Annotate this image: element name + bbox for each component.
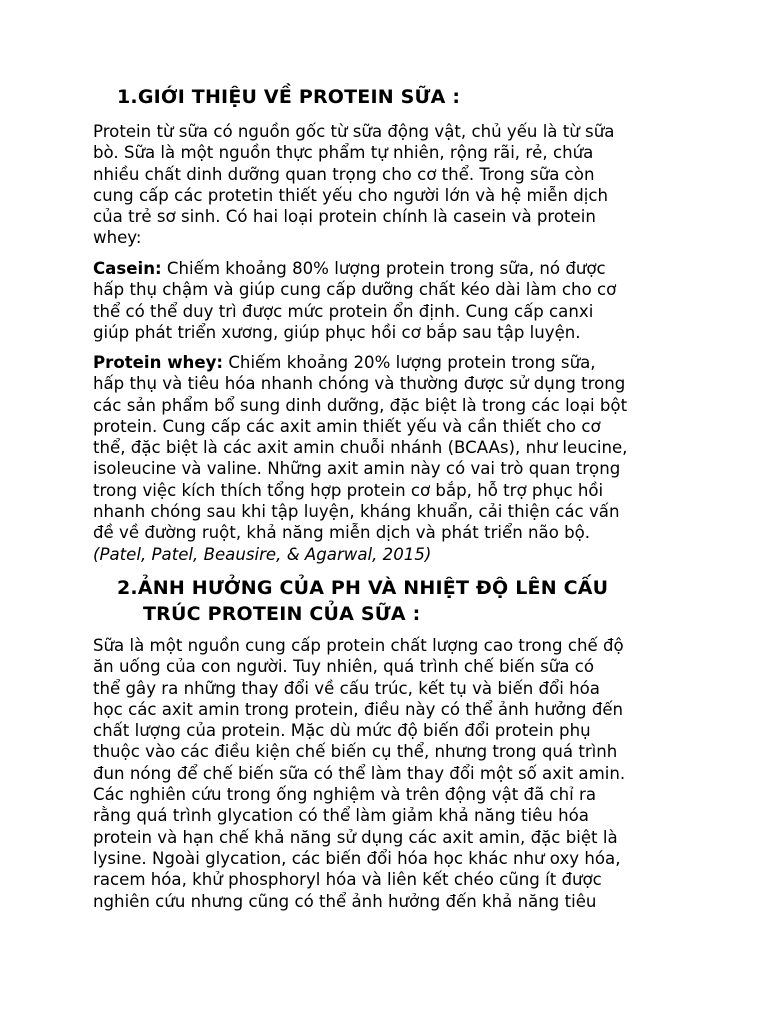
text-line: protein và hạn chế khả năng sử dụng các axit amin, đặc biệt là xyxy=(93,827,618,847)
citation: (Patel, Patel, Beausire, & Agarwal, 2015) xyxy=(93,544,432,564)
text-line: cung cấp các protetin thiết yếu cho người lớn và hệ miễn dịch xyxy=(93,185,609,205)
text-line: của trẻ sơ sinh. Có hai loại protein chính là casein và protein xyxy=(93,207,596,227)
text-line: Sữa là một nguồn cung cấp protein chất lượng cao trong chế độ xyxy=(93,636,624,655)
text-line: whey: xyxy=(93,228,142,248)
text-line: lysine. Ngoài glycation, các biến đổi hóa học khác như oxy hóa, xyxy=(93,848,621,868)
text-line: đề về đường ruột, khả năng miễn dịch và phát triển não bộ. xyxy=(93,523,591,543)
casein-first-line: Chiếm khoảng 80% lượng protein trong sữa, nó được xyxy=(161,259,606,278)
section-2-paragraph xyxy=(93,635,625,912)
text-line: rằng quá trình glycation có thể làm giảm khả năng tiêu hóa xyxy=(93,806,589,826)
text-line: thể, đặc biệt là các axit amin chuỗi nhánh (BCAAs), như leucine, xyxy=(93,438,628,458)
text-line xyxy=(93,258,616,279)
text-line xyxy=(93,352,627,373)
text-line: ăn uống của con người. Tuy nhiên, quá trình chế biến sữa có xyxy=(93,657,595,677)
whey-label: Protein whey: xyxy=(93,353,224,372)
intro-paragraph xyxy=(93,121,614,249)
text-line: Các nghiên cứu trong ống nghiệm và trên động vật đã chỉ ra xyxy=(93,785,597,805)
text-line: racem hóa, khử phosphoryl hóa và liên kết chéo cũng ít được xyxy=(93,870,602,890)
text-line: protein. Cung cấp các axit amin thiết yếu và cần thiết cho cơ xyxy=(93,416,601,436)
text-line: nhiều chất dinh dưỡng quan trọng cho cơ thể. Trong sữa còn xyxy=(93,164,595,184)
text-line: thể gây ra những thay đổi về cấu trúc, kết tụ và biến đổi hóa xyxy=(93,678,600,698)
text-line: hấp thụ chậm và giúp cung cấp dưỡng chất kéo dài làm cho cơ xyxy=(93,280,617,300)
whey-paragraph xyxy=(93,352,627,565)
text-line: các sản phẩm bổ sung dinh dưỡng, đặc biệt là trong các loại bột xyxy=(93,395,628,415)
text-line: bò. Sữa là một nguồn thực phẩm tự nhiên, rộng rãi, rẻ, chứa xyxy=(93,143,594,163)
text-line: thể có thể duy trì được mức protein ổn định. Cung cấp canxi xyxy=(93,301,594,321)
text-line: Protein từ sữa có nguồn gốc từ sữa động vật, chủ yếu là từ sữa xyxy=(93,122,615,141)
text-line: trong việc kích thích tổng hợp protein cơ bắp, hỗ trợ phục hồi xyxy=(93,480,604,500)
text-line: nhanh chóng sau khi tập luyện, kháng khuẩn, cải thiện các vấn xyxy=(93,502,620,522)
text-line: hấp thụ và tiêu hóa nhanh chóng và thường được sử dụng trong xyxy=(93,374,626,394)
text-line: học các axit amin trong protein, điều này có thể ảnh hưởng đến xyxy=(93,699,624,719)
text-line: giúp phát triển xương, giúp phục hồi cơ bắp sau tập luyện. xyxy=(93,322,581,342)
casein-label: Casein: xyxy=(93,259,162,278)
text-line: chất lượng của protein. Mặc dù mức độ biến đổi protein phụ xyxy=(93,721,591,741)
text-line: thuộc vào các điều kiện chế biến cụ thể, nhưng trong quá trình xyxy=(93,742,618,762)
section-2-heading-line-2: TRÚC PROTEIN CỦA SỮA : xyxy=(143,603,421,625)
text-line: nghiên cứu nhưng cũng có thể ảnh hưởng đến khả năng tiêu xyxy=(93,891,597,911)
text-line: isoleucine và valine. Những axit amin này có vai trò quan trọng xyxy=(93,459,621,479)
whey-first-line: Chiếm khoảng 20% lượng protein trong sữa, xyxy=(223,353,596,372)
text-line: đun nóng để chế biến sữa có thể làm thay đổi một số axit amin. xyxy=(93,763,626,783)
casein-paragraph xyxy=(93,258,616,343)
section-2-heading-line-1: 2.ẢNH HƯỞNG CỦA PH VÀ NHIỆT ĐỘ LÊN CẤU xyxy=(117,577,609,599)
section-1-heading: 1.GIỚI THIỆU VỀ PROTEIN SỮA : xyxy=(117,86,461,108)
